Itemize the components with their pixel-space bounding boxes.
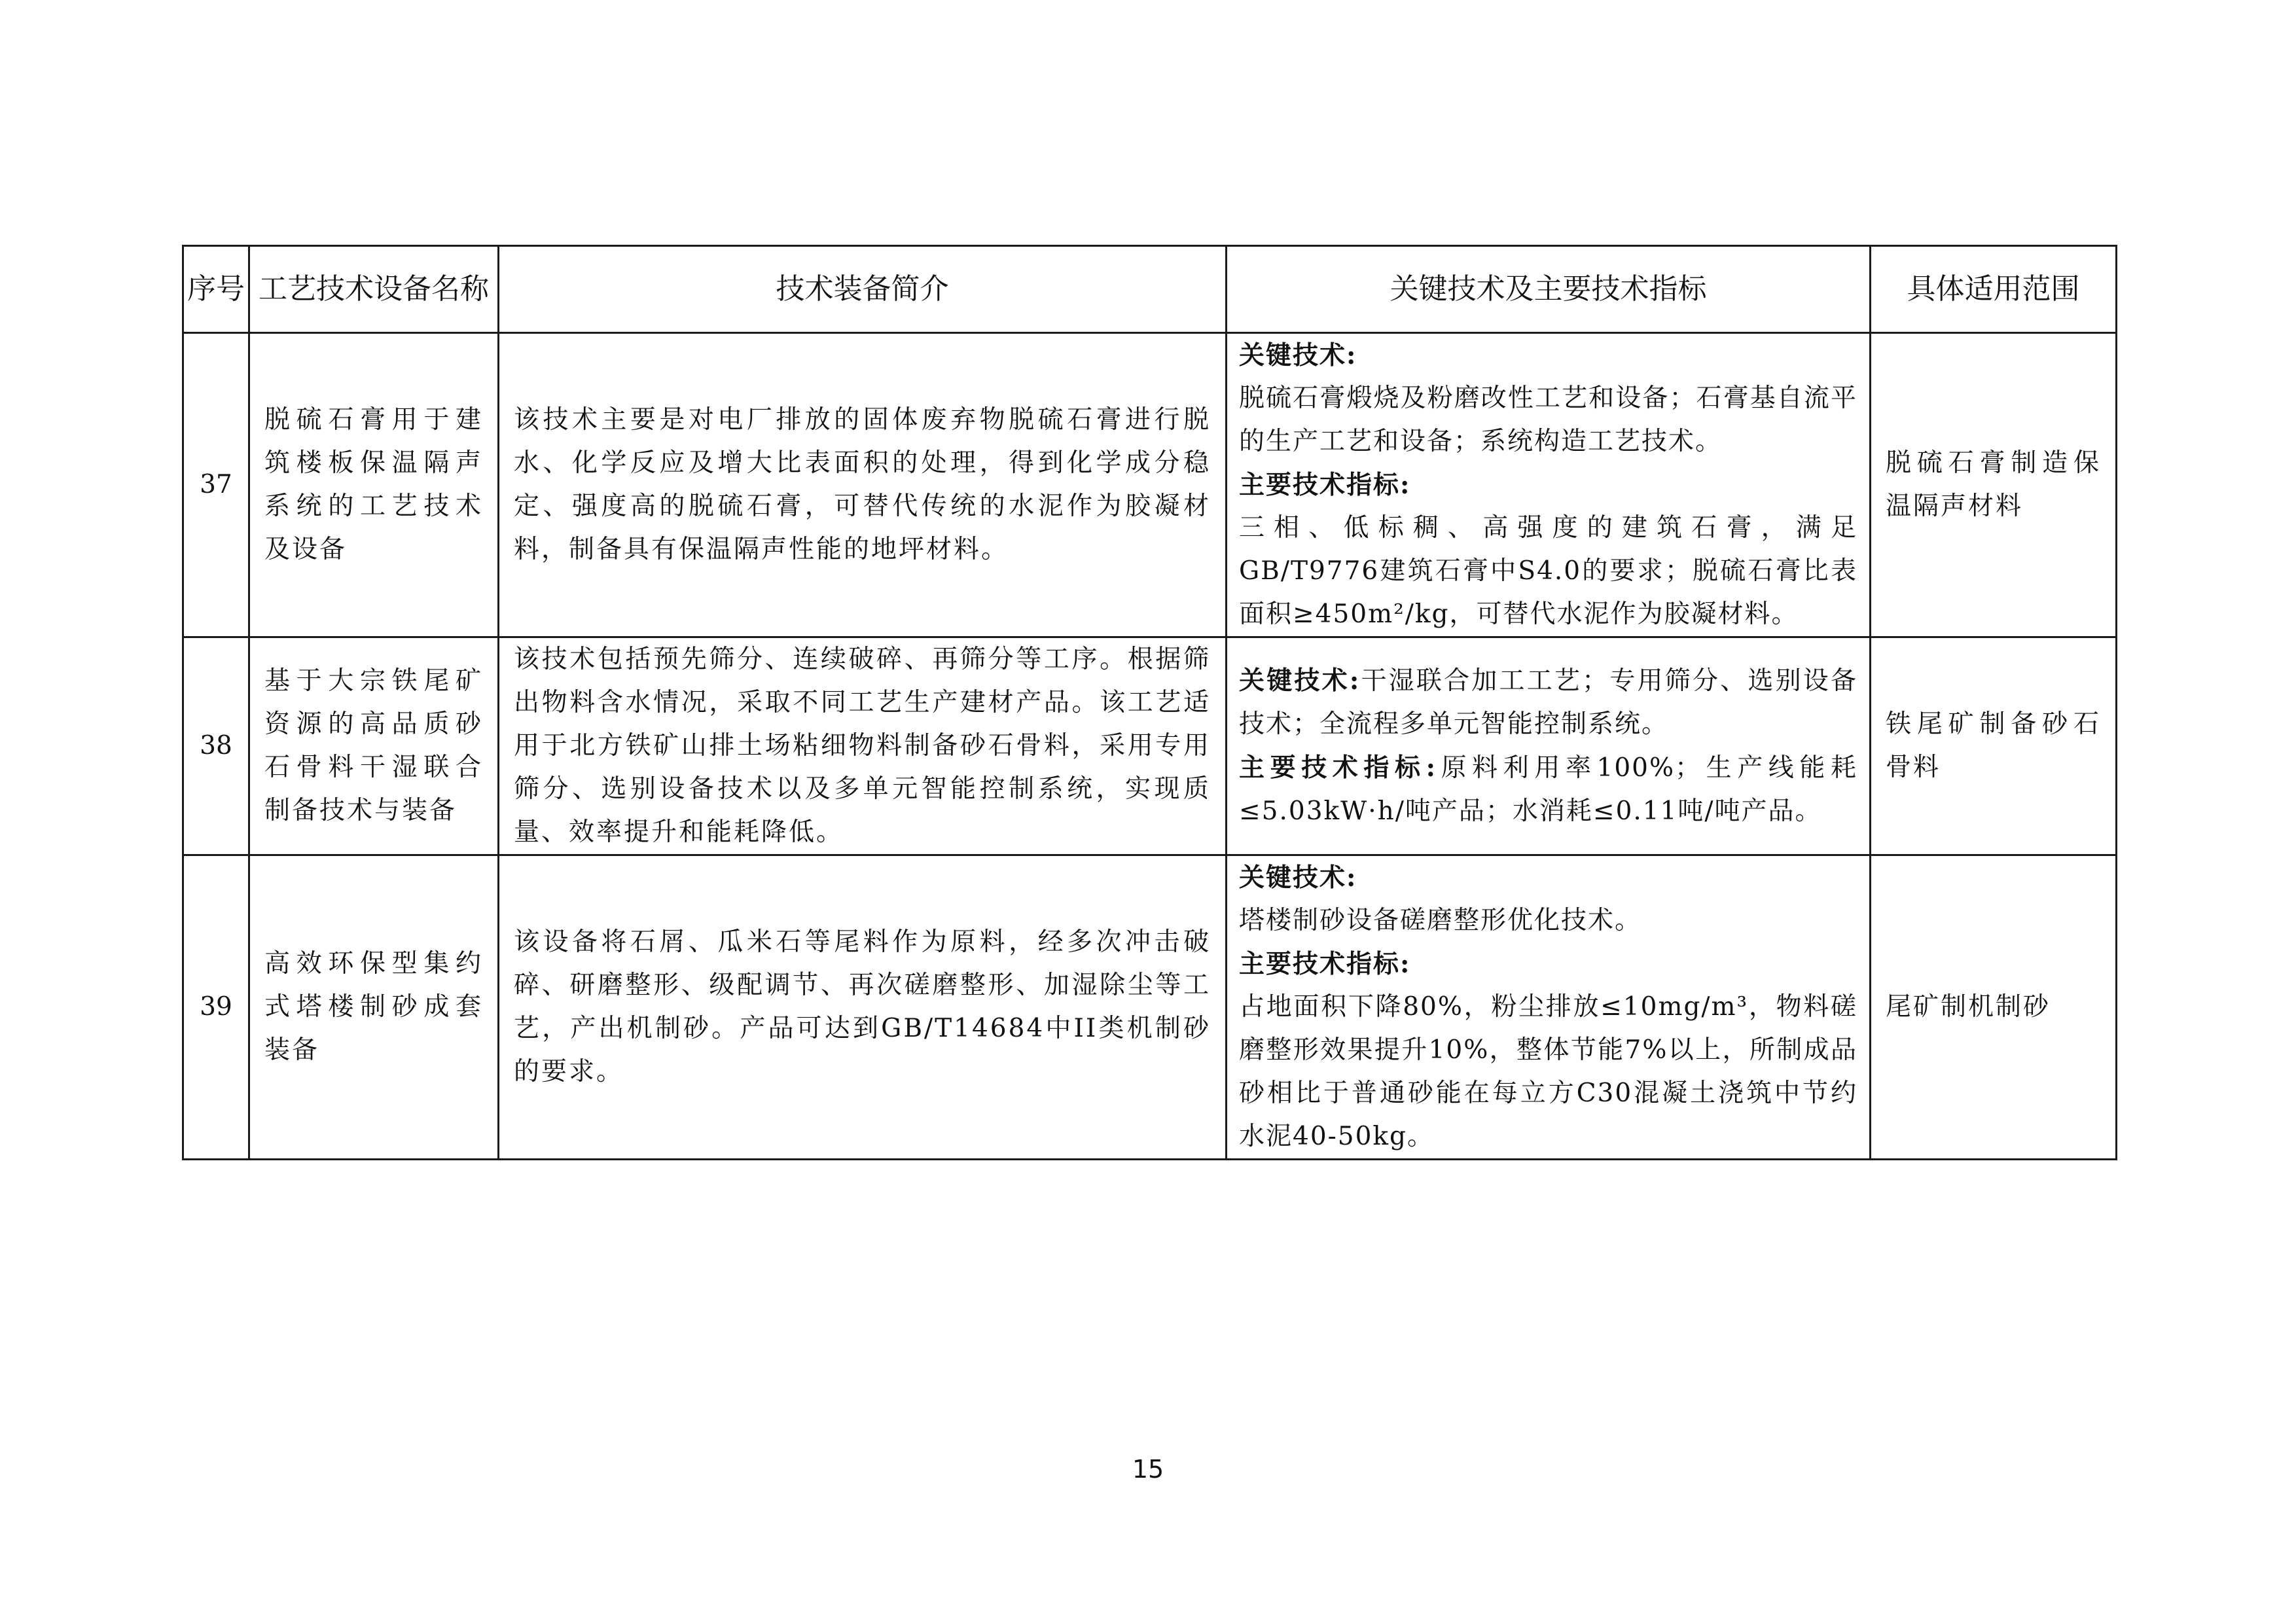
indicator-label: 主要技术指标: [1239, 753, 1437, 783]
row-name: 高效环保型集约式塔楼制砂成套装备 [249, 855, 499, 1160]
key-tech-text: 干湿联合加工工艺；专用筛分、选别设备技术；全流程多单元智能控制系统。 [1239, 666, 1857, 739]
row-scope: 脱硫石膏制造保温隔声材料 [1871, 333, 2117, 637]
key-tech-label: 关键技术: [1239, 666, 1361, 696]
row-description: 该技术主要是对电厂排放的固体废弃物脱硫石膏进行脱水、化学反应及增大比表面积的处理，得到化学成分稳定、强度高的脱硫石膏，可替代传统的水泥作为胶凝材料，制备具有保温隔声性能的地坪材料。 [499, 333, 1227, 637]
row-scope: 铁尾矿制备砂石骨料 [1871, 637, 2117, 855]
table-row [183, 333, 2117, 637]
header-desc: 技术装备简介 [499, 246, 1227, 333]
key-tech-text: 脱硫石膏煅烧及粉磨改性工艺和设备；石膏基自流平的生产工艺和设备；系统构造工艺技术。 [1239, 383, 1857, 456]
header-key: 关键技术及主要技术指标 [1227, 246, 1871, 333]
technology-table [182, 245, 2117, 1160]
indicator-label: 主要技术指标: [1239, 949, 1411, 979]
indicator-text: 占地面积下降80%，粉尘排放≤10mg/m³，物料磋磨整形效果提升10%，整体节能7%以上，所制成品砂相比于普通砂能在每立方C30混凝土浇筑中节约水泥40-50kg。 [1239, 992, 1857, 1151]
table-header-row [183, 246, 2117, 333]
row-name: 脱硫石膏用于建筑楼板保温隔声系统的工艺技术及设备 [249, 333, 499, 637]
page-number: 15 [1132, 1455, 1164, 1484]
row-key-tech [1227, 637, 1871, 855]
indicator-label: 主要技术指标: [1239, 470, 1411, 500]
indicator-text: 原料利用率100%；生产线能耗≤5.03kW·h/吨产品；水消耗≤0.11吨/吨产品。 [1239, 753, 1857, 826]
header-scope: 具体适用范围 [1871, 246, 2117, 333]
row-key-tech [1227, 855, 1871, 1160]
row-scope: 尾矿制机制砂 [1871, 855, 2117, 1160]
key-tech-label: 关键技术: [1239, 340, 1357, 370]
row-description: 该技术包括预先筛分、连续破碎、再筛分等工序。根据筛出物料含水情况，采取不同工艺生产建材产品。该工艺适用于北方铁矿山排土场粘细物料制备砂石骨料，采用专用筛分、选别设备技术以及多单元智能控制系统，实现质量、效率提升和能耗降低。 [499, 637, 1227, 855]
table-row [183, 637, 2117, 855]
table-row [183, 855, 2117, 1160]
row-name: 基于大宗铁尾矿资源的高品质砂石骨料干湿联合制备技术与装备 [249, 637, 499, 855]
row-number: 39 [183, 855, 249, 1160]
row-description: 该设备将石屑、瓜米石等尾料作为原料，经多次冲击破碎、研磨整形、级配调节、再次磋磨整形、加湿除尘等工艺，产出机制砂。产品可达到GB/T14684中II类机制砂的要求。 [499, 855, 1227, 1160]
header-no: 序号 [183, 246, 249, 333]
indicator-text: 三相、低标稠、高强度的建筑石膏，满足GB/T9776建筑石膏中S4.0的要求；脱硫石膏比表面积≥450m²/kg，可替代水泥作为胶凝材料。 [1239, 513, 1857, 629]
row-number: 38 [183, 637, 249, 855]
key-tech-label: 关键技术: [1239, 863, 1357, 893]
key-tech-text: 塔楼制砂设备磋磨整形优化技术。 [1239, 906, 1642, 935]
row-number: 37 [183, 333, 249, 637]
header-name: 工艺技术设备名称 [249, 246, 499, 333]
row-key-tech [1227, 333, 1871, 637]
